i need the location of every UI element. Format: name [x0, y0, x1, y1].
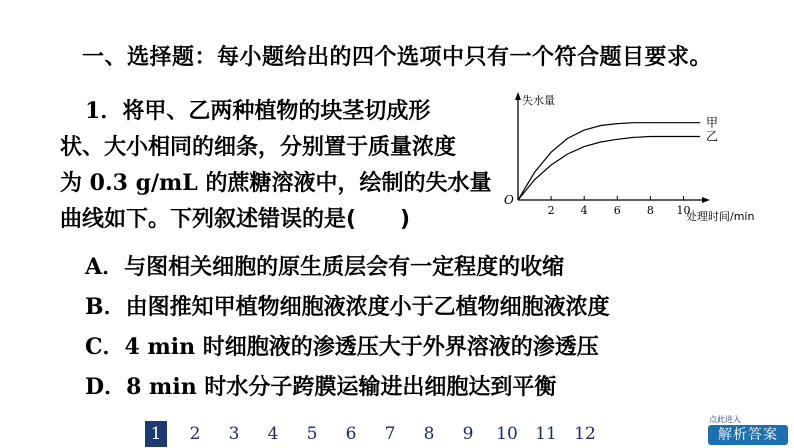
page-button-2[interactable]: 2	[189, 424, 201, 444]
answer-button-label[interactable]: 解析答案	[708, 425, 788, 445]
section-heading: 一、选择题：每小题给出的四个选项中只有一个符合题目要求。	[82, 45, 713, 70]
origin-label: O	[504, 193, 514, 207]
option-letter: A	[85, 254, 103, 280]
page-button-8[interactable]: 8	[423, 424, 435, 444]
water-loss-chart	[490, 88, 780, 228]
x-tick-label: 10	[676, 204, 691, 217]
question-text-1: ．将甲、乙两种植物的块茎切成形	[100, 99, 431, 124]
page-button-1[interactable]: 1	[145, 421, 167, 447]
answer-hint: 点此进入	[709, 415, 741, 424]
option-text: ．与图相关细胞的原生质层会有一定程度的收缩	[102, 255, 565, 280]
question-line-1	[85, 94, 430, 125]
option-text: ．由图推知甲植物细胞液浓度小于乙植物细胞液浓度	[103, 295, 610, 320]
y-axis-label: 失水量	[522, 94, 555, 107]
option-text: ．	[102, 335, 125, 360]
series-label-yi: 乙	[706, 129, 719, 144]
page-button-3[interactable]: 3	[228, 424, 240, 444]
page-button-12[interactable]: 12	[574, 424, 596, 444]
option-letter: D	[85, 374, 105, 400]
question-text-3a: 为	[60, 171, 90, 196]
series-label-jia: 甲	[706, 115, 719, 130]
option-a[interactable]	[85, 250, 564, 281]
question-line-3	[60, 166, 491, 197]
option-time: 4 min	[124, 334, 196, 360]
option-c[interactable]	[85, 330, 599, 361]
question-line-2: 状、大小相同的细条，分别置于质量浓度	[60, 135, 457, 160]
option-letter: B	[85, 294, 104, 320]
x-axis-label: 处理时间/min	[686, 210, 755, 223]
x-tick-label: 4	[580, 204, 588, 217]
page-button-11[interactable]: 11	[535, 424, 557, 444]
option-text-2: 时细胞液的渗透压大于外界溶液的渗透压	[195, 335, 599, 360]
page-button-9[interactable]: 9	[462, 424, 474, 444]
page-button-10[interactable]: 10	[496, 424, 518, 444]
series-line-yi	[518, 137, 700, 201]
question-text-3b: 的蔗糖溶液中，绘制的失水量	[197, 171, 492, 196]
concentration-value: 0.3 g/mL	[89, 170, 198, 196]
option-letter: C	[85, 334, 103, 360]
option-text: ．	[104, 375, 127, 400]
page-button-5[interactable]: 5	[306, 424, 318, 444]
option-b[interactable]	[85, 290, 610, 321]
page-button-6[interactable]: 6	[345, 424, 357, 444]
question-pager	[145, 420, 613, 448]
series-line-jia	[518, 123, 700, 200]
option-text-2: 时水分子跨膜运输进出细胞达到平衡	[196, 375, 557, 400]
question-line-4: 曲线如下。下列叙述错误的是( )	[60, 207, 411, 232]
option-d[interactable]	[85, 370, 556, 401]
x-axis-arrow	[702, 197, 710, 203]
x-tick-label: 8	[646, 204, 654, 217]
page-button-4[interactable]: 4	[267, 424, 279, 444]
x-tick-label: 6	[613, 204, 621, 217]
y-axis-arrow	[515, 92, 521, 100]
x-tick-label: 2	[547, 204, 555, 217]
option-time: 8 min	[126, 374, 197, 400]
page-button-7[interactable]: 7	[384, 424, 396, 444]
question-number: 1	[85, 98, 101, 124]
